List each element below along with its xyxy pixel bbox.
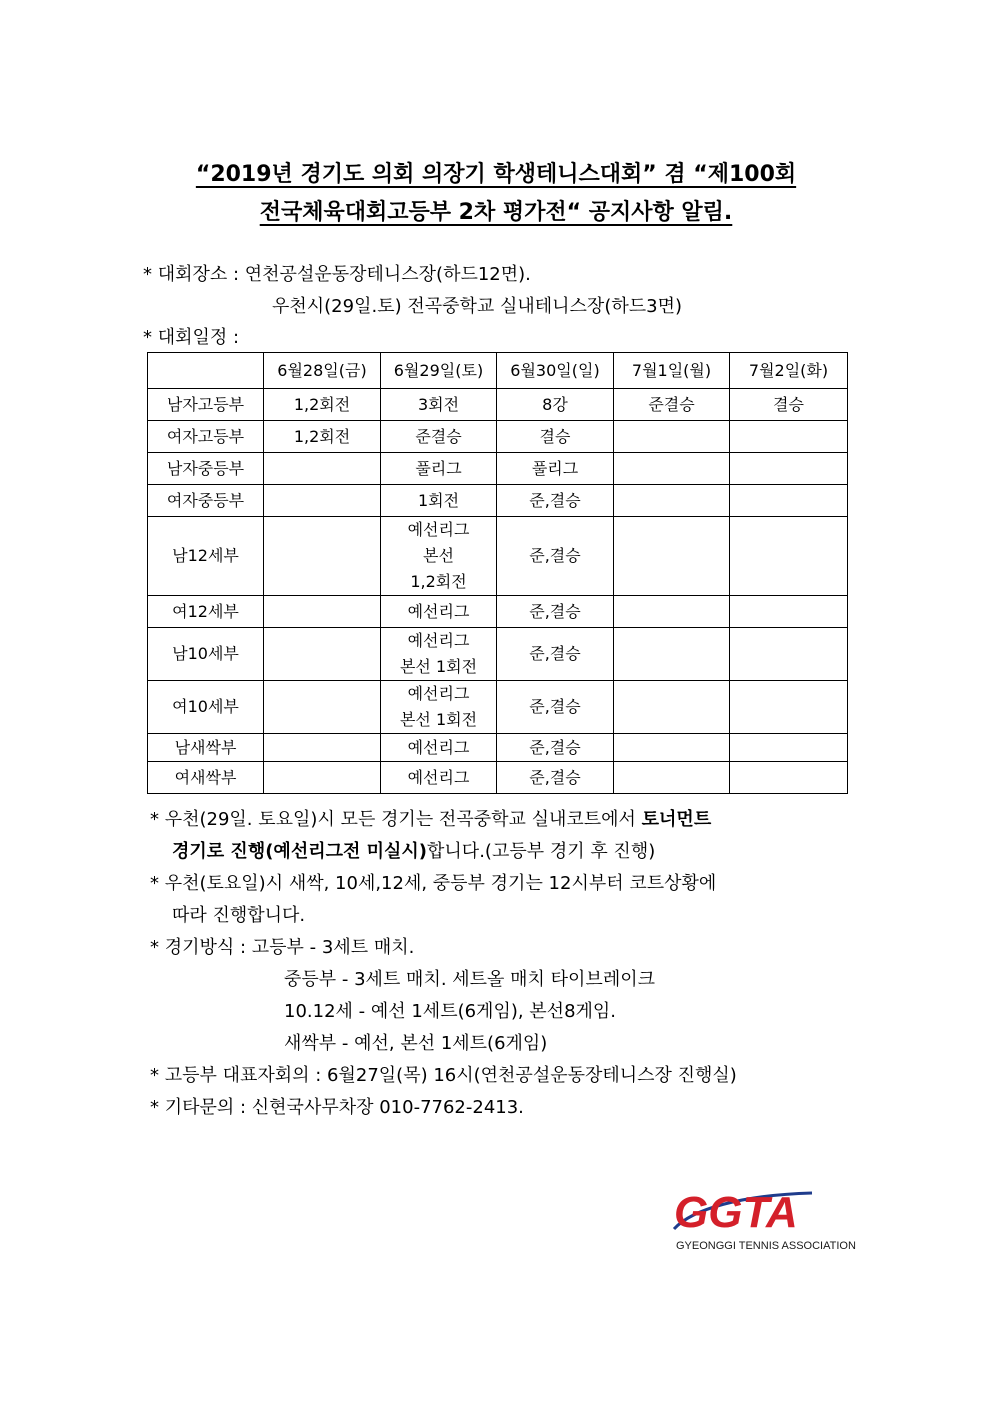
table-cell: [614, 517, 730, 596]
venue-rain-line: 우천시(29일.토) 전곡중학교 실내테니스장(하드3면): [272, 296, 682, 317]
table-cell: [730, 762, 848, 794]
table-cell: [614, 421, 730, 453]
cell-line: 본선 1회전: [399, 710, 478, 729]
division-cell: 여자고등부: [148, 421, 264, 453]
division-cell: 남10세부: [148, 628, 264, 681]
table-cell: [381, 681, 497, 734]
table-cell: 1,2회전: [264, 421, 381, 453]
division-cell: 여12세부: [148, 596, 264, 628]
table-cell: 준,결승: [497, 762, 614, 794]
table-cell: [264, 453, 381, 485]
table-cell: 8강: [497, 389, 614, 421]
notes-section: [150, 804, 737, 1124]
table-cell: 준,결승: [497, 596, 614, 628]
header-cell: 7월2일(화): [730, 353, 848, 389]
table-cell: [614, 485, 730, 517]
table-cell: 예선리그: [381, 596, 497, 628]
table-cell: [730, 628, 848, 681]
table-cell: [264, 628, 381, 681]
cell-line: 예선리그: [407, 631, 470, 650]
table-cell: 준,결승: [497, 485, 614, 517]
table-header-row: [148, 353, 848, 389]
division-cell: 남자고등부: [148, 389, 264, 421]
table-cell: [614, 681, 730, 734]
table-cell: 3회전: [381, 389, 497, 421]
table-cell: 준결승: [614, 389, 730, 421]
logo-subtitle: GYEONGGI TENNIS ASSOCIATION: [676, 1240, 856, 1252]
table-row: [148, 596, 848, 628]
division-cell: 남새싹부: [148, 734, 264, 762]
table-cell: [264, 596, 381, 628]
table-cell: 예선리그: [381, 734, 497, 762]
note-match-format-sprout: 새싹부 - 예선, 본선 1세트(6게임): [284, 1033, 548, 1054]
table-cell: [730, 485, 848, 517]
note-rain-1-cont: 경기로 진행(예선리그전 미실시)합니다.(고등부 경기 후 진행): [172, 841, 656, 862]
note-rain-2: * 우천(토요일)시 새싹, 10세,12세, 중등부 경기는 12시부터 코트상황에: [150, 873, 717, 894]
table-cell: [614, 453, 730, 485]
table-row: [148, 628, 848, 681]
schedule-table: [147, 352, 848, 794]
table-cell: 준,결승: [497, 681, 614, 734]
venue-line: * 대회장소 : 연천공설운동장테니스장(하드12면).: [143, 264, 531, 285]
table-cell: 준결승: [381, 421, 497, 453]
table-cell: 1회전: [381, 485, 497, 517]
cell-line: 예선리그: [407, 520, 470, 539]
table-cell: 준,결승: [497, 517, 614, 596]
note-match-format-10-12: 10.12세 - 예선 1세트(6게임), 본선8게임.: [284, 1001, 617, 1022]
notice-title-line1: “2019년 경기도 의회 의장기 학생테니스대회” 겸 “제100회: [195, 162, 797, 187]
table-cell: 준,결승: [497, 734, 614, 762]
ggta-logo-mark: [672, 1185, 856, 1255]
table-cell: [730, 421, 848, 453]
table-row: [148, 389, 848, 421]
table-cell: [264, 485, 381, 517]
header-cell: 6월28일(금): [264, 353, 381, 389]
table-cell: 1,2회전: [264, 389, 381, 421]
header-cell: 6월29일(토): [381, 353, 497, 389]
table-cell: 예선리그: [381, 762, 497, 794]
table-cell: [264, 734, 381, 762]
note-meeting: * 고등부 대표자회의 : 6월27일(목) 16시(연천공설운동장테니스장 진행실): [150, 1065, 737, 1086]
note-rain-2-cont: 따라 진행합니다.: [172, 905, 306, 926]
table-cell: [730, 596, 848, 628]
table-row: [148, 734, 848, 762]
notice-title-line2: 전국체육대회고등부 2차 평가전“ 공지사항 알림.: [259, 200, 733, 225]
schedule-label: * 대회일정 :: [143, 327, 240, 348]
table-cell: [614, 628, 730, 681]
table-cell: 결승: [497, 421, 614, 453]
cell-line: 본선: [423, 546, 454, 565]
division-cell: 남자중등부: [148, 453, 264, 485]
table-cell: [730, 681, 848, 734]
header-cell: [148, 353, 264, 389]
table-cell: [381, 628, 497, 681]
table-cell: [730, 453, 848, 485]
table-cell: [264, 681, 381, 734]
table-row: [148, 762, 848, 794]
table-row: [148, 421, 848, 453]
table-cell: 풀리그: [381, 453, 497, 485]
table-cell: [614, 762, 730, 794]
table-cell: [264, 762, 381, 794]
table-cell: [264, 517, 381, 596]
table-row: [148, 681, 848, 734]
logo-mark-text: GGTA: [674, 1188, 798, 1237]
division-cell: 남12세부: [148, 517, 264, 596]
division-cell: 여자중등부: [148, 485, 264, 517]
note-match-format: * 경기방식 : 고등부 - 3세트 매치.: [150, 937, 415, 958]
division-cell: 여10세부: [148, 681, 264, 734]
note-match-format-middle: 중등부 - 3세트 매치. 세트올 매치 타이브레이크: [284, 969, 655, 990]
division-cell: 여새싹부: [148, 762, 264, 794]
cell-line: 예선리그: [407, 684, 470, 703]
ggta-logo: [672, 1185, 856, 1255]
table-cell: 준,결승: [497, 628, 614, 681]
table-row: [148, 517, 848, 596]
header-cell: 7월1일(월): [614, 353, 730, 389]
table-cell: 풀리그: [497, 453, 614, 485]
table-cell: [614, 596, 730, 628]
cell-line: 1,2회전: [410, 572, 467, 591]
note-contact: * 기타문의 : 신현국사무차장 010-7762-2413.: [150, 1097, 524, 1118]
table-cell: 결승: [730, 389, 848, 421]
cell-line: 본선 1회전: [399, 657, 478, 676]
table-cell: [381, 517, 497, 596]
table-cell: [730, 734, 848, 762]
table-row: [148, 485, 848, 517]
note-rain-1: * 우천(29일. 토요일)시 모든 경기는 전곡중학교 실내코트에서 토너먼트: [150, 809, 712, 830]
table-cell: [614, 734, 730, 762]
header-cell: 6월30일(일): [497, 353, 614, 389]
table-row: [148, 453, 848, 485]
table-cell: [730, 517, 848, 596]
